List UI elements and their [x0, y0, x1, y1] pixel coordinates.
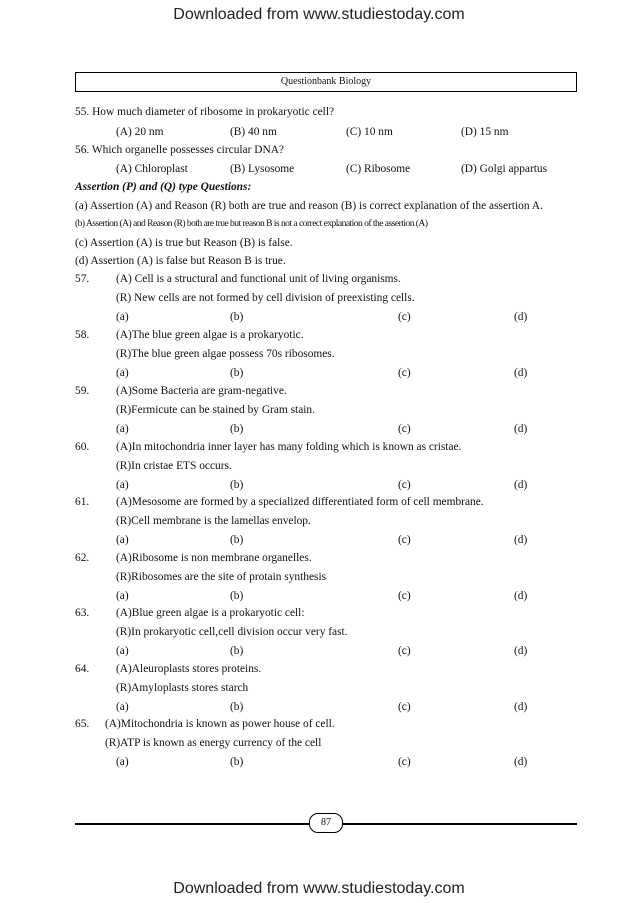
q55-option-c: (C) 10 nm — [346, 126, 393, 138]
answer-option-a: (a) — [116, 534, 129, 546]
answer-option-c: (c) — [398, 645, 411, 657]
q56-option-d: (D) Golgi appartus — [461, 163, 548, 175]
assertion-text: (A)Mesosome are formed by a specialized differentiated form of cell membrane. — [116, 496, 484, 508]
answer-option-b: (b) — [230, 645, 244, 657]
reason-text: (R)In prokaryotic cell,cell division occur very fast. — [116, 626, 348, 638]
reason-text: (R)Amyloplasts stores starch — [116, 682, 249, 694]
answer-option-c: (c) — [398, 367, 411, 379]
answer-option-d: (d) — [514, 590, 528, 602]
answer-option-d: (d) — [514, 534, 528, 546]
legend-a: (a) Assertion (A) and Reason (R) both are true and reason (B) is correct explanation of the assertion A. — [75, 200, 543, 212]
answer-option-b: (b) — [230, 701, 244, 713]
q56-option-c: (C) Ribosome — [346, 163, 411, 175]
assertion-number: 65. — [75, 718, 90, 730]
question-55: 55. How much diameter of ribosome in prokaryotic cell? — [75, 106, 335, 118]
answer-option-a: (a) — [116, 590, 129, 602]
answer-option-d: (d) — [514, 701, 528, 713]
footer-rule-left — [75, 823, 309, 825]
reason-text: (R) New cells are not formed by cell division of preexisting cells. — [116, 292, 415, 304]
reason-text: (R)Cell membrane is the lamellas envelop. — [116, 515, 311, 527]
answer-option-c: (c) — [398, 701, 411, 713]
answer-option-a: (a) — [116, 479, 129, 491]
answer-option-b: (b) — [230, 423, 244, 435]
answer-option-d: (d) — [514, 479, 528, 491]
legend-b: (b) Assertion (A) and Reason (R) both are true but reason B is not a correct explanation of the assertion (A) — [75, 218, 428, 229]
section-heading: Assertion (P) and (Q) type Questions: — [75, 181, 252, 193]
answer-option-d: (d) — [514, 756, 528, 768]
page-header: Questionbank Biology — [75, 72, 577, 92]
assertion-number: 62. — [75, 552, 90, 564]
assertion-text: (A)Blue green algae is a prokaryotic cell: — [116, 607, 305, 619]
assertion-number: 59. — [75, 385, 90, 397]
q55-option-a: (A) 20 nm — [116, 126, 164, 138]
answer-option-a: (a) — [116, 367, 129, 379]
watermark-bottom: Downloaded from www.studiestoday.com — [173, 880, 465, 897]
reason-text: (R)In cristae ETS occurs. — [116, 460, 232, 472]
assertion-number: 57. — [75, 273, 90, 285]
answer-option-c: (c) — [398, 479, 411, 491]
question-56: 56. Which organelle possesses circular DNA? — [75, 144, 284, 156]
q55-option-d: (D) 15 nm — [461, 126, 509, 138]
answer-option-a: (a) — [116, 423, 129, 435]
answer-option-c: (c) — [398, 590, 411, 602]
answer-option-b: (b) — [230, 479, 244, 491]
assertion-text: (A)Aleuroplasts stores proteins. — [116, 663, 262, 675]
answer-option-a: (a) — [116, 756, 129, 768]
answer-option-b: (b) — [230, 311, 244, 323]
q56-option-a: (A) Chloroplast — [116, 163, 188, 175]
assertion-number: 61. — [75, 496, 90, 508]
reason-text: (R)The blue green algae possess 70s ribosomes. — [116, 348, 335, 360]
reason-text: (R)ATP is known as energy currency of the cell — [105, 737, 322, 749]
reason-text: (R)Fermicute can be stained by Gram stain. — [116, 404, 315, 416]
answer-option-c: (c) — [398, 311, 411, 323]
answer-option-a: (a) — [116, 645, 129, 657]
page-number: 87 — [309, 813, 343, 833]
assertion-number: 63. — [75, 607, 90, 619]
q56-option-b: (B) Lysosome — [230, 163, 295, 175]
answer-option-d: (d) — [514, 423, 528, 435]
assertion-number: 64. — [75, 663, 90, 675]
answer-option-c: (c) — [398, 423, 411, 435]
assertion-text: (A)The blue green algae is a prokaryotic. — [116, 329, 304, 341]
assertion-number: 58. — [75, 329, 90, 341]
answer-option-d: (d) — [514, 311, 528, 323]
assertion-text: (A)In mitochondria inner layer has many folding which is known as cristae. — [116, 441, 462, 453]
watermark-top: Downloaded from www.studiestoday.com — [173, 6, 465, 23]
answer-option-a: (a) — [116, 311, 129, 323]
legend-d: (d) Assertion (A) is false but Reason B is true. — [75, 255, 286, 267]
answer-option-b: (b) — [230, 367, 244, 379]
answer-option-c: (c) — [398, 756, 411, 768]
answer-option-b: (b) — [230, 590, 244, 602]
footer-rule-right — [343, 823, 577, 825]
q55-option-b: (B) 40 nm — [230, 126, 277, 138]
assertion-text: (A)Some Bacteria are gram-negative. — [116, 385, 287, 397]
legend-c: (c) Assertion (A) is true but Reason (B) is false. — [75, 237, 293, 249]
reason-text: (R)Ribosomes are the site of protain synthesis — [116, 571, 327, 583]
answer-option-d: (d) — [514, 645, 528, 657]
assertion-text: (A)Ribosome is non membrane organelles. — [116, 552, 312, 564]
answer-option-d: (d) — [514, 367, 528, 379]
assertion-number: 60. — [75, 441, 90, 453]
answer-option-b: (b) — [230, 534, 244, 546]
assertion-text: (A) Cell is a structural and functional unit of living organisms. — [116, 273, 401, 285]
assertion-text: (A)Mitochondria is known as power house of cell. — [105, 718, 335, 730]
answer-option-a: (a) — [116, 701, 129, 713]
answer-option-c: (c) — [398, 534, 411, 546]
answer-option-b: (b) — [230, 756, 244, 768]
